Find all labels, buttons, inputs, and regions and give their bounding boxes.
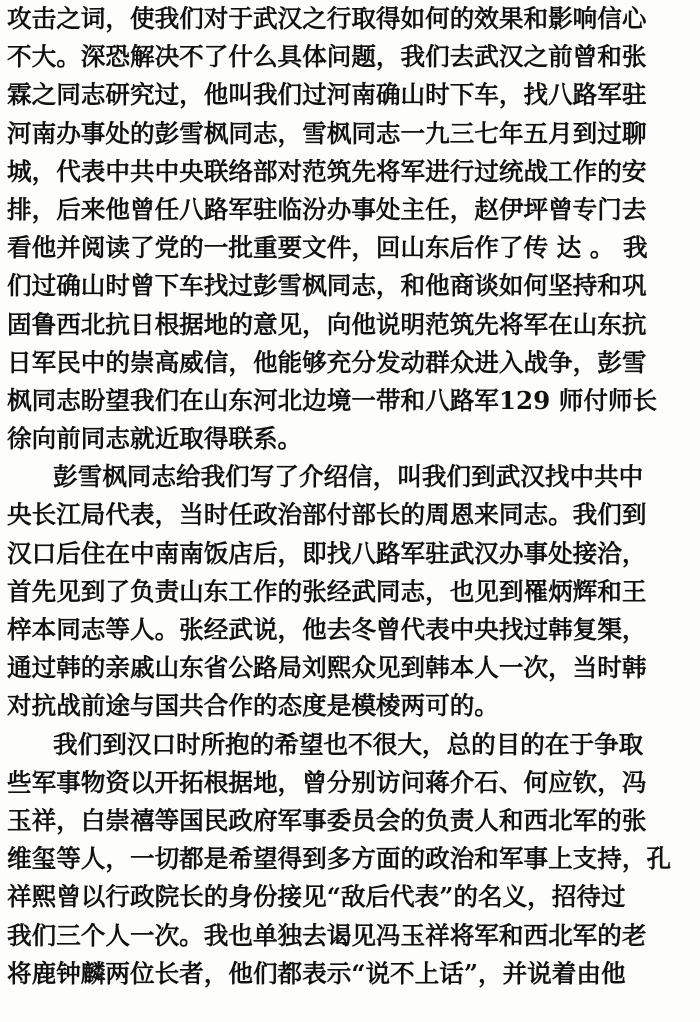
text-line: 通过韩的亲戚山东省公路局刘熙众见到韩本人一次，当时韩	[7, 653, 647, 683]
text-line: 霖之同志研究过，他叫我们过河南确山时下车，找八路军驻	[7, 80, 647, 110]
paragraph-first-line: 彭雪枫同志给我们写了介绍信，叫我们到武汉找中共中	[53, 462, 644, 492]
text-line: 枫同志盼望我们在山东河北边境一带和八路军129 师付师长	[7, 385, 658, 415]
paragraph-first-line: 我们到汉口时所抱的希望也不很大，总的目的在于争取	[53, 729, 644, 759]
text-line: 我们三个人一次。我也单独去谒见冯玉祥将军和西北军的老	[7, 920, 647, 950]
text-line: 排，后来他曾任八路军驻临汾办事处主任，赵伊坪曾专门去	[7, 194, 647, 224]
text-line: 攻击之词，使我们对于武汉之行取得如何的效果和影响信心	[7, 4, 647, 33]
text-line: 玉祥，白崇禧等国民政府军事委员会的负责人和西北军的张	[7, 805, 647, 835]
text-line: 看他并阅读了党的一批重要文件，回山东后作了传 达 。 我	[7, 233, 648, 263]
text-line: 央长江局代表，当时任政治部付部长的周恩来同志。我们到	[7, 500, 647, 530]
text-line: 固鲁西北抗日根据地的意见，向他说明范筑先将军在山东抗	[7, 309, 647, 339]
text-line: 梓本同志等人。张经武说，他去冬曾代表中央找过韩复榘，	[7, 615, 647, 644]
text-line: 徐向前同志就近取得联系。	[7, 424, 303, 454]
text-line: 们过确山时曾下车找过彭雪枫同志，和他商谈如何坚持和巩	[7, 271, 647, 301]
text-line: 将鹿钟麟两位长者，他们都表示“说不上话”，并说着由他	[7, 958, 626, 988]
text-line: 不大。深恐解决不了什么具体问题，我们去武汉之前曾和张	[7, 42, 647, 72]
text-line: 城，代表中共中央联络部对范筑先将军进行过统战工作的安	[7, 156, 647, 186]
text-line: 些军事物资以开拓根据地，曾分别访问蒋介石、何应钦，冯	[7, 767, 647, 797]
text-line: 首先见到了负责山东工作的张经武同志，也见到罹炳辉和王	[7, 576, 647, 606]
text-line: 对抗战前途与国共合作的态度是模棱两可的。	[7, 691, 499, 721]
text-line: 祥熙曾以行政院长的身份接见“敌后代表”的名义，招待过	[7, 882, 626, 912]
text-line: 河南办事处的彭雪枫同志，雪枫同志一九三七年五月到过聊	[7, 118, 647, 148]
text-line: 维玺等人，一切都是希望得到多方面的政治和军事上支持，孔	[7, 844, 672, 874]
body-text	[7, 0, 693, 993]
text-line: 汉口后住在中南南饭店后，即找八路军驻武汉办事处接洽，	[7, 538, 647, 568]
text-line: 日军民中的崇高威信，他能够充分发动群众进入战争，彭雪	[7, 347, 647, 377]
